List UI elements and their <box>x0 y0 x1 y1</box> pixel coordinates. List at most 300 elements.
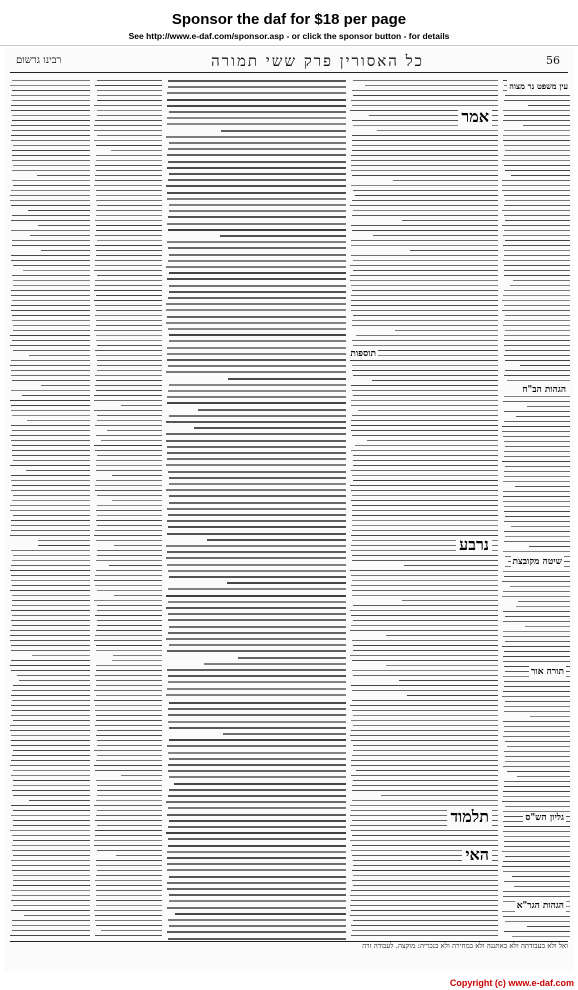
text-line <box>96 190 162 191</box>
text-line <box>12 790 90 791</box>
text-line <box>167 117 346 119</box>
text-line <box>97 610 162 611</box>
text-line <box>11 110 90 111</box>
text-line <box>352 580 498 581</box>
text-line <box>10 830 90 831</box>
text-line <box>503 831 570 832</box>
text-line <box>11 695 90 696</box>
text-line <box>350 610 498 611</box>
text-line <box>352 530 498 531</box>
text-line <box>503 436 570 437</box>
rashi-column <box>94 78 162 942</box>
text-line <box>505 466 570 467</box>
text-line <box>167 888 346 890</box>
text-line <box>356 335 498 336</box>
text-line <box>353 745 498 746</box>
text-line <box>12 625 90 626</box>
text-line <box>12 170 90 171</box>
text-line <box>505 220 570 221</box>
text-line <box>94 105 162 106</box>
text-line <box>351 240 498 241</box>
text-line <box>502 310 570 311</box>
text-line <box>11 440 90 441</box>
commentary-header: רבינו גרשום <box>16 55 62 66</box>
text-line <box>12 700 90 701</box>
text-line <box>166 464 346 466</box>
text-line <box>350 265 498 266</box>
text-line <box>13 495 90 496</box>
text-line <box>505 170 570 171</box>
text-line <box>10 635 90 636</box>
text-line <box>352 505 498 506</box>
text-line <box>353 465 498 466</box>
text-line <box>504 931 570 932</box>
text-line <box>96 540 162 541</box>
text-line <box>166 309 346 311</box>
text-line <box>97 455 162 456</box>
text-line <box>504 375 570 376</box>
text-line <box>353 270 498 271</box>
text-line <box>96 510 162 511</box>
text-line <box>168 752 346 754</box>
text-line <box>504 355 570 356</box>
text-line <box>166 371 346 373</box>
text-line <box>12 600 90 601</box>
text-line <box>95 260 162 261</box>
text-line <box>96 695 162 696</box>
text-line <box>505 516 570 517</box>
text-line <box>97 205 162 206</box>
text-line <box>502 646 570 647</box>
text-line <box>96 875 162 876</box>
text-line <box>12 710 90 711</box>
text-line <box>352 150 498 151</box>
text-line <box>95 265 162 266</box>
text-line <box>166 136 346 138</box>
text-line <box>353 780 498 781</box>
text-line <box>96 335 162 336</box>
text-line <box>351 300 498 301</box>
text-line <box>95 120 162 121</box>
text-line <box>503 401 570 402</box>
text-line <box>97 525 162 526</box>
text-line <box>352 475 498 476</box>
text-line <box>166 303 346 305</box>
text-line <box>502 581 570 582</box>
text-line <box>38 545 90 546</box>
text-line <box>168 632 346 634</box>
text-line <box>13 350 90 351</box>
text-line <box>12 615 90 616</box>
text-line <box>504 456 570 457</box>
text-line <box>504 711 570 712</box>
text-line <box>95 305 162 306</box>
text-line <box>121 775 162 776</box>
text-line <box>504 451 570 452</box>
text-line <box>351 245 498 246</box>
text-line <box>29 800 90 801</box>
text-line <box>10 345 90 346</box>
text-line <box>504 841 570 842</box>
text-line <box>10 400 90 401</box>
text-line <box>504 511 570 512</box>
text-line <box>166 433 346 435</box>
text-line <box>96 310 162 311</box>
text-line <box>353 920 498 921</box>
text-line <box>95 530 162 531</box>
text-line <box>96 650 162 651</box>
text-line <box>12 595 90 596</box>
text-line <box>504 275 570 276</box>
text-line <box>167 192 346 194</box>
text-line <box>96 460 162 461</box>
text-line <box>350 275 498 276</box>
text-line <box>95 285 162 286</box>
text-line <box>352 880 498 881</box>
text-line <box>19 680 90 681</box>
text-line <box>166 595 346 597</box>
text-line <box>352 700 498 701</box>
text-line <box>504 145 570 146</box>
text-line <box>96 735 162 736</box>
text-line <box>12 180 90 181</box>
text-line <box>12 755 90 756</box>
text-line <box>503 661 570 662</box>
text-line <box>168 708 346 710</box>
text-line <box>96 860 162 861</box>
text-line <box>351 470 498 471</box>
text-line <box>352 870 498 871</box>
text-line <box>95 490 162 491</box>
text-line <box>13 880 90 881</box>
text-line <box>96 215 162 216</box>
text-line <box>167 551 346 553</box>
text-line <box>10 665 90 666</box>
text-line <box>11 575 90 576</box>
text-line <box>96 800 162 801</box>
text-line <box>97 790 162 791</box>
text-line <box>167 167 346 169</box>
text-line <box>11 480 90 481</box>
text-line <box>96 680 162 681</box>
text-line <box>523 125 570 126</box>
text-line <box>527 406 570 407</box>
text-line <box>95 425 162 426</box>
sponsor-banner[interactable] <box>0 0 578 46</box>
text-line <box>96 520 162 521</box>
sponsor-title[interactable]: Sponsor the daf for $18 per page <box>171 11 407 28</box>
text-line <box>353 750 498 751</box>
text-line <box>11 190 90 191</box>
text-line <box>167 123 346 125</box>
text-line <box>94 600 162 601</box>
text-line <box>352 320 498 321</box>
text-line <box>12 120 90 121</box>
text-line <box>168 845 346 847</box>
text-line <box>97 625 162 626</box>
text-line <box>10 765 90 766</box>
text-line <box>352 200 498 201</box>
text-line <box>351 425 498 426</box>
text-line <box>10 195 90 196</box>
text-line <box>516 416 570 417</box>
text-line <box>94 700 162 701</box>
text-line <box>96 200 162 201</box>
text-line <box>95 880 162 881</box>
text-line <box>503 140 570 141</box>
text-line <box>38 540 90 541</box>
text-line <box>12 455 90 456</box>
text-line <box>353 620 498 621</box>
text-line <box>167 278 346 280</box>
text-line <box>518 601 570 602</box>
text-line <box>11 255 90 256</box>
text-line <box>169 204 346 206</box>
text-line <box>11 205 90 206</box>
text-line <box>169 477 346 479</box>
text-line <box>169 210 346 212</box>
text-line <box>97 620 162 621</box>
text-line <box>350 735 498 736</box>
hai-heading: האי <box>462 846 492 864</box>
text-line <box>13 905 90 906</box>
talmud-heading: תלמוד <box>447 808 492 826</box>
text-line <box>95 385 162 386</box>
text-line <box>351 385 498 386</box>
text-line <box>350 805 498 806</box>
text-line <box>504 836 570 837</box>
text-line <box>167 520 346 522</box>
text-line <box>402 600 498 601</box>
text-line <box>12 315 90 316</box>
sponsor-subtitle: See http://www.e-daf.com/sponsor.asp - or click the sponsor button - for details <box>128 31 450 41</box>
text-line <box>96 645 162 646</box>
text-line <box>169 285 346 287</box>
text-line <box>393 180 498 181</box>
text-line <box>504 115 570 116</box>
text-line <box>112 660 162 661</box>
text-line <box>350 705 498 706</box>
text-line <box>12 115 90 116</box>
text-line <box>96 720 162 721</box>
text-line <box>503 295 570 296</box>
text-line <box>512 876 570 877</box>
text-line <box>353 650 498 651</box>
text-line <box>168 838 346 840</box>
text-line <box>11 740 90 741</box>
text-line <box>168 216 347 218</box>
text-line <box>96 890 162 891</box>
text-line <box>11 390 90 391</box>
text-line <box>503 721 570 722</box>
folio-number: 56 <box>546 54 560 67</box>
text-line <box>503 135 570 136</box>
text-line <box>169 702 346 704</box>
text-line <box>12 690 90 691</box>
text-line <box>351 890 498 891</box>
text-line <box>168 770 346 772</box>
text-line <box>351 420 498 421</box>
text-line <box>504 681 570 682</box>
text-line <box>94 910 162 911</box>
text-line <box>350 915 498 916</box>
text-line <box>168 247 346 249</box>
text-line <box>504 345 570 346</box>
text-line <box>353 190 498 191</box>
text-line <box>97 420 162 421</box>
text-line <box>96 230 162 231</box>
text-line <box>503 736 570 737</box>
text-line <box>167 446 346 448</box>
text-line <box>167 907 346 909</box>
text-line <box>353 675 498 676</box>
text-line <box>504 846 570 847</box>
text-line <box>169 820 346 822</box>
text-line <box>94 580 162 581</box>
text-line <box>505 756 570 757</box>
text-line <box>112 475 162 476</box>
text-line <box>168 764 346 766</box>
text-line <box>97 115 162 116</box>
text-line <box>381 795 498 796</box>
text-line <box>167 223 346 225</box>
text-line <box>96 355 162 356</box>
text-line <box>11 95 90 96</box>
text-line <box>351 935 498 936</box>
text-line <box>167 402 346 404</box>
text-line <box>11 705 90 706</box>
page-header <box>4 52 574 74</box>
text-line <box>97 515 162 516</box>
text-line <box>96 380 162 381</box>
text-line <box>114 595 162 596</box>
text-line <box>97 345 162 346</box>
text-line <box>503 551 570 552</box>
text-line <box>351 830 498 831</box>
text-line <box>503 796 570 797</box>
text-line <box>11 405 90 406</box>
text-line <box>12 605 90 606</box>
text-line <box>96 295 162 296</box>
text-line <box>353 605 498 606</box>
text-line <box>525 626 570 627</box>
text-line <box>504 576 570 577</box>
text-line <box>351 760 498 761</box>
text-line <box>11 565 90 566</box>
text-line <box>504 421 570 422</box>
text-line <box>95 180 162 181</box>
text-line <box>29 355 90 356</box>
text-line <box>94 410 162 411</box>
text-line <box>11 715 90 716</box>
text-line <box>504 265 570 266</box>
text-line <box>95 635 162 636</box>
text-line <box>97 100 162 101</box>
text-line <box>11 375 90 376</box>
text-line <box>352 140 498 141</box>
text-line <box>169 254 346 256</box>
text-line <box>352 325 498 326</box>
text-line <box>95 575 162 576</box>
text-line <box>351 255 498 256</box>
text-line <box>13 555 90 556</box>
text-line <box>96 435 162 436</box>
text-line <box>97 110 162 111</box>
text-line <box>95 770 162 771</box>
text-line <box>352 800 498 801</box>
text-line <box>352 290 498 291</box>
text-line <box>12 155 90 156</box>
text-line <box>503 120 570 121</box>
text-line <box>97 590 162 591</box>
text-line <box>352 690 498 691</box>
text-line <box>351 775 498 776</box>
text-line <box>507 746 570 747</box>
text-line <box>352 790 498 791</box>
text-line <box>503 481 570 482</box>
text-line <box>166 421 346 423</box>
text-line <box>502 596 570 597</box>
text-line <box>10 200 90 201</box>
text-line <box>96 255 162 256</box>
text-line <box>168 365 346 367</box>
text-line <box>351 490 498 491</box>
text-line <box>504 751 570 752</box>
text-line <box>12 300 90 301</box>
text-line <box>372 380 498 381</box>
text-line <box>168 390 346 392</box>
text-line <box>505 536 570 537</box>
text-line <box>13 325 90 326</box>
text-line <box>502 866 570 867</box>
amar-heading: אמר <box>458 108 492 126</box>
text-line <box>95 450 162 451</box>
text-line <box>168 179 346 181</box>
text-line <box>505 761 570 762</box>
text-line <box>238 657 346 659</box>
text-line <box>13 810 90 811</box>
text-line <box>351 615 498 616</box>
text-line <box>503 916 570 917</box>
text-line <box>13 820 90 821</box>
text-line <box>502 426 570 427</box>
text-line <box>503 611 570 612</box>
text-line <box>355 445 498 446</box>
text-line <box>168 80 346 82</box>
text-line <box>352 215 498 216</box>
text-line <box>515 486 570 487</box>
text-line <box>12 320 90 321</box>
text-line <box>350 895 498 896</box>
text-line <box>13 825 90 826</box>
text-line <box>95 920 162 921</box>
text-line <box>407 695 498 696</box>
text-line <box>169 626 346 628</box>
text-line <box>351 305 498 306</box>
text-line <box>95 245 162 246</box>
text-line <box>167 396 346 398</box>
text-line <box>352 755 498 756</box>
text-line <box>169 576 346 578</box>
text-line <box>95 615 162 616</box>
text-line <box>167 105 346 107</box>
text-line <box>94 130 162 131</box>
text-line <box>11 135 90 136</box>
text-line <box>166 545 346 547</box>
text-line <box>352 370 498 371</box>
text-line <box>504 706 570 707</box>
text-line <box>168 471 346 473</box>
